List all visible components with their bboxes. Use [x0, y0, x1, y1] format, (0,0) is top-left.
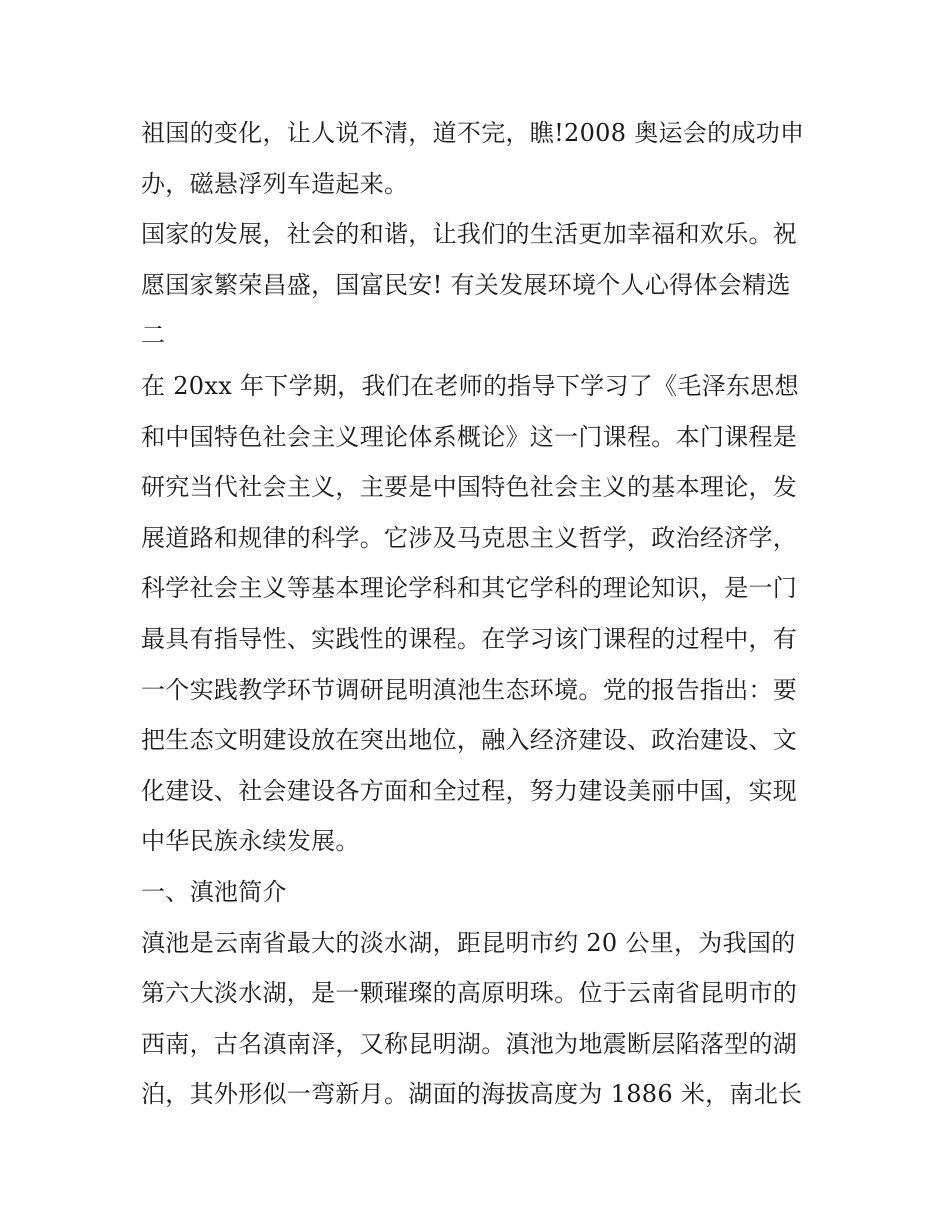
text-line: 办，磁悬浮列车造起来。 [141, 169, 409, 198]
text-line: 国家的发展，社会的和谐，让我们的生活更加幸福和欢乐。祝 [141, 220, 798, 249]
text-line: 把生态文明建设放在突出地位，融入经济建设、政治建设、文 [141, 726, 798, 755]
text-line: 愿国家繁荣昌盛，国富民安! 有关发展环境个人心得体会精选 [141, 270, 791, 299]
text-line: 在 20xx 年下学期，我们在老师的指导下学习了《毛泽东思想 [141, 371, 799, 400]
text-line: 化建设、社会建设各方面和全过程，努力建设美丽中国，实现 [141, 776, 798, 805]
text-line: 二 [141, 321, 166, 350]
section-heading: 一、滇池简介 [141, 877, 287, 906]
text-line: 最具有指导性、实践性的课程。在学习该门课程的过程中，有 [141, 624, 798, 653]
text-line: 研究当代社会主义，主要是中国特色社会主义的基本理论，发 [141, 473, 798, 502]
text-line: 第六大淡水湖，是一颗璀璨的高原明珠。位于云南省昆明市的 [141, 979, 798, 1008]
text-line: 展道路和规律的科学。它涉及马克思主义哲学，政治经济学， [141, 523, 798, 552]
document-page [141, 108, 821, 1120]
text-line: 西南，古名滇南泽，又称昆明湖。滇池为地震断层陷落型的湖 [141, 1029, 798, 1058]
text-line: 祖国的变化，让人说不清，道不完，瞧!2008 奥运会的成功申 [141, 119, 805, 147]
text-line: 一个实践教学环节调研昆明滇池生态环境。党的报告指出：要 [141, 675, 798, 704]
text-line: 滇池是云南省最大的淡水湖，距昆明市约 20 公里，为我国的 [141, 928, 796, 957]
text-line: 科学社会主义等基本理论学科和其它学科的理论知识，是一门 [141, 574, 798, 603]
text-line: 泊，其外形似一弯新月。湖面的海拔高度为 1886 米，南北长 [141, 1080, 803, 1109]
text-line: 和中国特色社会主义理论体系概论》这一门课程。本门课程是 [141, 422, 798, 451]
text-line: 中华民族永续发展。 [141, 827, 360, 856]
